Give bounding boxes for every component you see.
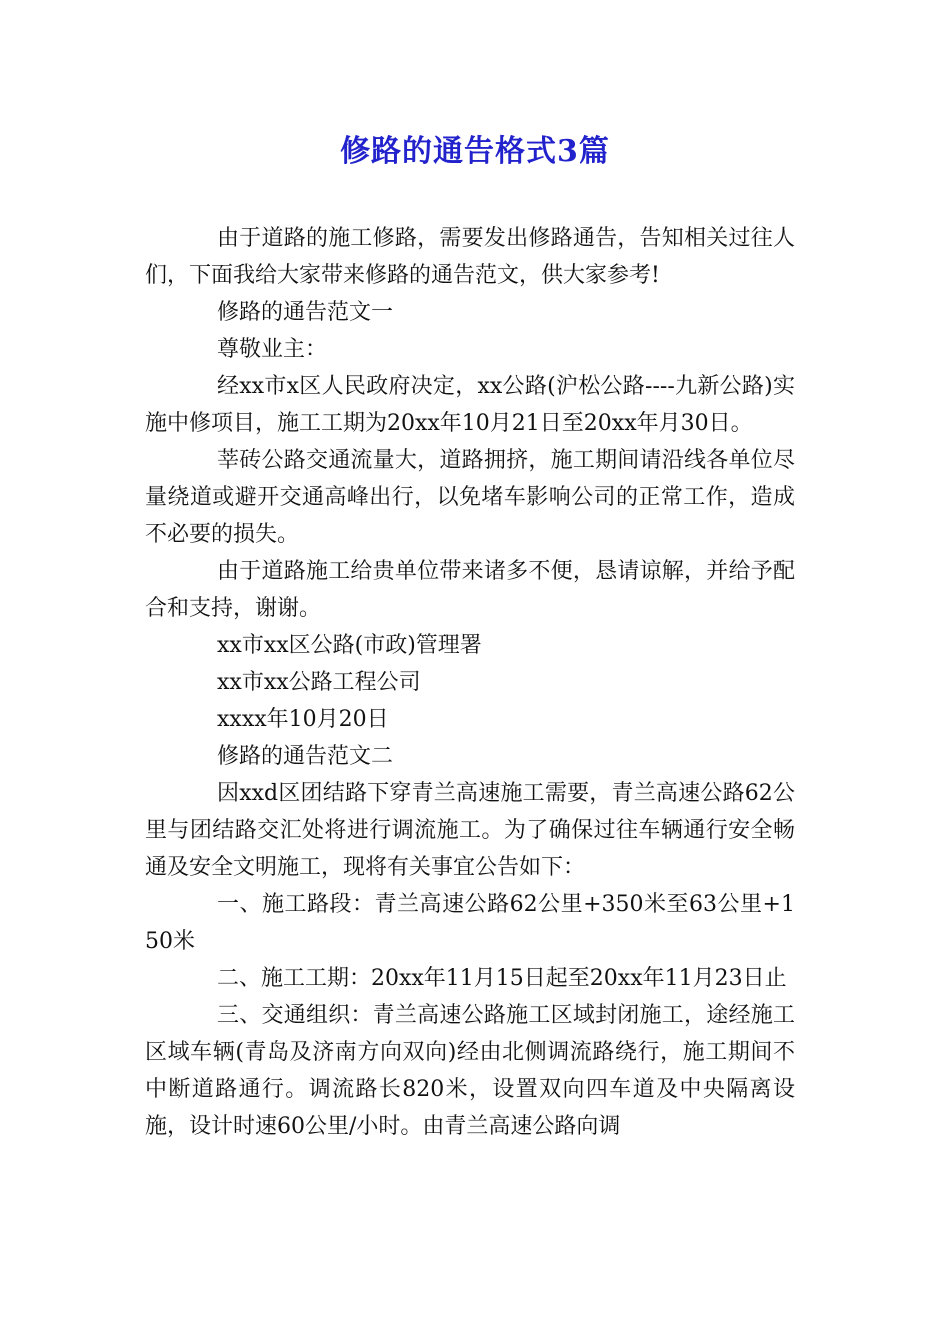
paragraph-intro: 由于道路的施工修路，需要发出修路通告，告知相关过往人们，下面我给大家带来修路的通告范文，供大家参考! — [145, 226, 795, 288]
paragraph: 二、施工工期：20xx年11月15日起至20xx年11月23日止 — [217, 966, 787, 991]
signature-line: xx市xx区公路(市政)管理署 — [217, 633, 482, 658]
heading-sample-one: 修路的通告范文一 — [217, 300, 394, 325]
paragraph: 由于道路施工给贵单位带来诸多不便，恳请谅解，并给予配合和支持，谢谢。 — [145, 559, 795, 621]
paragraph: 三、交通组织：青兰高速公路施工区域封闭施工，途经施工区域车辆(青岛及济南方向双向)经由北侧调流路绕行，施工期间不中断道路通行。调流路长820米，设置双向四车道及中央隔离设施，设计时速60公里/小时。由青兰高速公路向调 — [145, 1003, 795, 1139]
date-line: xxxx年10月20日 — [217, 707, 389, 732]
paragraph: 一、施工路段：青兰高速公路62公里+350米至63公里+150米 — [145, 892, 795, 954]
paragraph: 因xxd区团结路下穿青兰高速施工需要，青兰高速公路62公里与团结路交汇处将进行调流施工。为了确保过往车辆通行安全畅通及安全文明施工，现将有关事宜公告如下： — [145, 781, 795, 880]
salutation: 尊敬业主： — [217, 337, 328, 362]
signature-line: xx市xx公路工程公司 — [217, 670, 421, 695]
paragraph: 莘砖公路交通流量大，道路拥挤，施工期间请沿线各单位尽量绕道或避开交通高峰出行，以免堵车影响公司的正常工作，造成不必要的损失。 — [145, 448, 795, 547]
document-body — [145, 220, 795, 1145]
paragraph: 经xx市x区人民政府决定，xx公路(沪松公路----九新公路)实施中修项目，施工工期为20xx年10月21日至20xx年月30日。 — [145, 374, 795, 436]
document-title: 修路的通告格式3篇 — [340, 134, 610, 169]
heading-sample-two: 修路的通告范文二 — [217, 744, 394, 769]
